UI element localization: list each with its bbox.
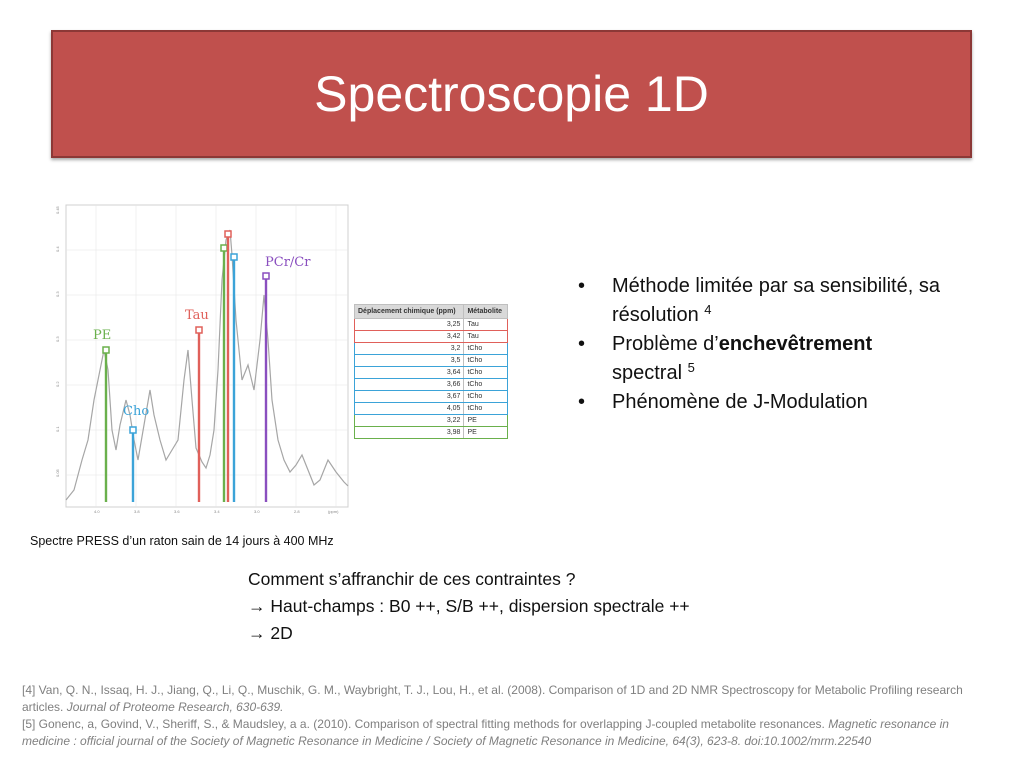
answer-line-2 [248, 620, 690, 647]
metabolite-table [354, 304, 508, 439]
tau-peak-box [196, 327, 202, 333]
references [22, 682, 997, 750]
reference-4 [22, 682, 997, 716]
header-metabolite: Métabolite [464, 305, 508, 319]
cell-ppm: 4,05 [355, 403, 464, 415]
table-row [355, 391, 508, 403]
table-row [355, 319, 508, 331]
cell-metabolite: tCho [464, 367, 508, 379]
cell-metabolite: tCho [464, 343, 508, 355]
bullet-dot: • [578, 275, 586, 297]
tau-label: Tau [185, 308, 209, 323]
bullet-text: Méthode limitée par sa sensibilité, sa résolution [612, 275, 940, 326]
bullet-list [578, 272, 958, 417]
cell-metabolite: tCho [464, 355, 508, 367]
citation-sup: 5 [687, 360, 695, 375]
x-axis-ticks [94, 509, 339, 514]
cell-ppm: 3,2 [355, 343, 464, 355]
pe-peak-box-2 [221, 245, 227, 251]
cell-metabolite: tCho [464, 391, 508, 403]
cell-metabolite: tCho [464, 379, 508, 391]
bullet-item-overlap [578, 330, 958, 388]
answer-line-1 [248, 593, 690, 620]
ref4-text: [4] Van, Q. N., Issaq, H. J., Jiang, Q., Li, Q., Muschik, G. M., Waybright, T. J., Lou, H., et al. (2008). Comparison of 1D and 2D NMR Spectroscopy for Metabolic Profiling research articles. [22, 683, 963, 714]
cell-ppm: 3,25 [355, 319, 464, 331]
cell-ppm: 3,66 [355, 379, 464, 391]
nmr-spectrum-figure [56, 200, 352, 518]
bullet-text: Phénomène de J-Modulation [612, 391, 868, 413]
table-row [355, 331, 508, 343]
bullet-dot: • [578, 333, 586, 355]
svg-text:0.2: 0.2 [55, 381, 60, 387]
svg-text:3.6: 3.6 [174, 509, 180, 514]
spectrum-svg [56, 200, 352, 518]
question-block [248, 566, 690, 647]
bullet-text-suffix: spectral [612, 362, 683, 384]
slide-title: Spectroscopie 1D [314, 66, 709, 122]
table-header-row [355, 305, 508, 319]
cell-ppm: 3,67 [355, 391, 464, 403]
plot-frame [66, 205, 348, 507]
cell-ppm: 3,22 [355, 415, 464, 427]
cell-ppm: 3,5 [355, 355, 464, 367]
svg-text:0.4: 0.4 [55, 246, 60, 252]
pcr-label: PCr/Cr [265, 255, 311, 270]
table-row [355, 343, 508, 355]
svg-text:0.45: 0.45 [55, 206, 60, 214]
answer-text-1: Haut-champs : B0 ++, S/B ++, dispersion spectrale ++ [270, 596, 690, 616]
table-row [355, 379, 508, 391]
question-line: Comment s’affranchir de ces contraintes ? [248, 569, 576, 589]
cell-metabolite: PE [464, 427, 508, 439]
bullet-item-sensitivity [578, 272, 958, 330]
table-row [355, 415, 508, 427]
cho-label: Cho [123, 404, 150, 419]
bullet-item-jmodulation [578, 388, 958, 417]
answer-text-2: 2D [270, 623, 293, 643]
svg-text:3.0: 3.0 [254, 509, 260, 514]
svg-text:0.05: 0.05 [55, 469, 60, 477]
pe-label: PE [93, 328, 112, 343]
cho-peak-box [130, 427, 136, 433]
cho-peak-box-2 [231, 254, 237, 260]
title-banner [51, 30, 972, 158]
tau-peak-box-2 [225, 231, 231, 237]
ref4-journal: Journal of Proteome Research, 630-639. [66, 700, 284, 714]
cell-metabolite: PE [464, 415, 508, 427]
reference-5 [22, 716, 997, 750]
figure-caption: Spectre PRESS d’un raton sain de 14 jours à 400 MHz [30, 534, 334, 548]
table-row [355, 367, 508, 379]
arrow-icon: → [248, 623, 266, 643]
svg-text:4.0: 4.0 [94, 509, 100, 514]
arrow-icon: → [248, 596, 266, 616]
svg-text:0.3: 0.3 [55, 336, 60, 342]
table-row [355, 355, 508, 367]
svg-text:3.8: 3.8 [134, 509, 140, 514]
cell-metabolite: tCho [464, 403, 508, 415]
svg-text:2.8: 2.8 [294, 509, 300, 514]
citation-sup: 4 [704, 302, 712, 317]
bullet-text: Problème d’ [612, 333, 719, 355]
bullet-dot: • [578, 391, 586, 413]
svg-text:0.3: 0.3 [55, 291, 60, 297]
ref5-journal: Magnetic resonance in medicine : official journal of the Society of Magnetic Resonance in Medicine / Society of Magnetic Resonance in Medicine, 64(3), 623-8. doi:10.1002/mrm.22540 [22, 717, 949, 748]
header-shift: Déplacement chimique (ppm) [355, 305, 464, 319]
cell-ppm: 3,64 [355, 367, 464, 379]
table-row [355, 403, 508, 415]
bullet-bold-text: enchevêtrement [718, 333, 873, 355]
cell-ppm: 3,42 [355, 331, 464, 343]
pcr-peak-box [263, 273, 269, 279]
cell-metabolite: Tau [464, 331, 508, 343]
y-axis-ticks [55, 205, 60, 477]
pe-peak-box [103, 347, 109, 353]
table-row [355, 427, 508, 439]
cell-metabolite: Tau [464, 319, 508, 331]
svg-text:3.4: 3.4 [214, 509, 220, 514]
ref5-text: [5] Gonenc, a, Govind, V., Sheriff, S., & Maudsley, a a. (2010). Comparison of spectral fitting methods for overlapping J-coupled metabolite resonances. [22, 717, 829, 731]
x-axis-unit: (ppm) [328, 509, 339, 514]
svg-text:0.1: 0.1 [55, 426, 60, 432]
cell-ppm: 3,98 [355, 427, 464, 439]
